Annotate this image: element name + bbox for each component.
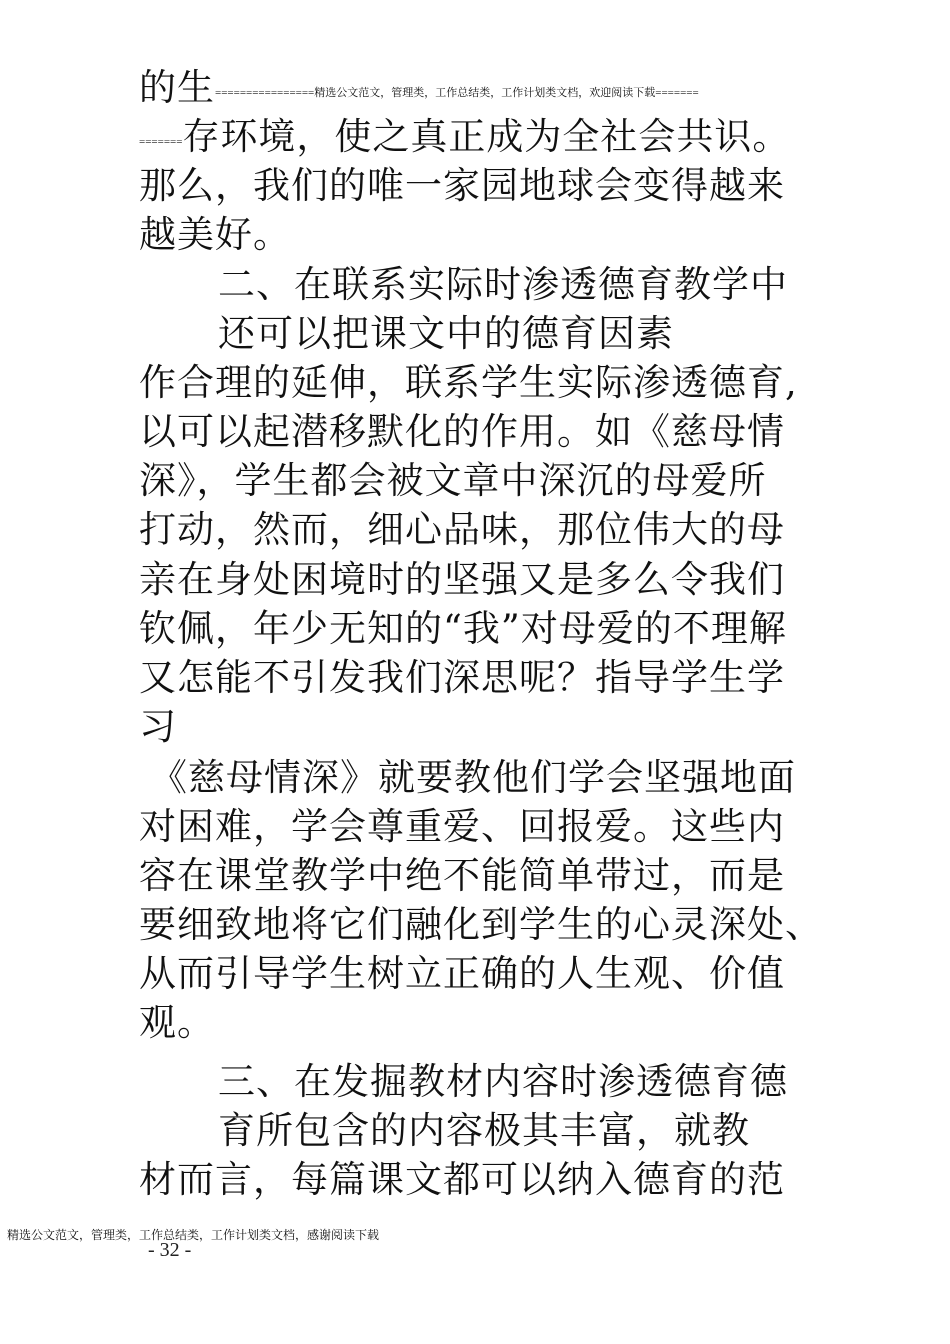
text-line-3: 那么，我们的唯一家园地球会变得越来 — [139, 164, 785, 207]
section-heading-2: 二、在联系实际时渗透德育教学中 — [218, 263, 788, 306]
text-line-16: 对困难，学会尊重爱、回报爱。这些内 — [139, 805, 785, 848]
page-number: - 32 - — [148, 1239, 192, 1261]
footer-watermark: 精选公文范文，管理类，工作总结类，工作计划类文档，感谢阅读下载 — [7, 1228, 380, 1242]
text-line-10: 打动，然而，细心品味，那位伟大的母 — [139, 508, 785, 551]
text-line-12: 钦佩，年少无知的“我”对母爱的不理解 — [139, 607, 787, 650]
text-line-11: 亲在身处困境时的坚强又是多么令我们 — [139, 558, 785, 601]
text-line-13: 又怎能不引发我们深思呢？指导学生学 — [139, 656, 785, 699]
inline-watermark-continued: ======= — [139, 136, 183, 148]
text-line-9: 深》，学生都会被文章中深沉的母爱所 — [139, 459, 767, 502]
text-line-2 — [139, 117, 790, 162]
section-heading-3: 三、在发掘教材内容时渗透德育德 — [218, 1060, 788, 1103]
inline-watermark: ================精选公文范文，管理类，工作总结类，工作计划类文档，欢迎阅读下载======= — [215, 87, 699, 99]
text-line-1 — [139, 68, 699, 113]
text-line-8: 以可以起潜移默化的作用。如《慈母情 — [139, 410, 785, 453]
text-line-19: 从而引导学生树立正确的人生观、价值 — [139, 952, 785, 995]
text-line-15: 《慈母情深》就要教他们学会坚强地面 — [150, 756, 796, 799]
text-line-22: 育所包含的内容极其丰富，就教 — [218, 1109, 750, 1152]
text-line-18: 要细致地将它们融化到学生的心灵深处、 — [139, 903, 823, 946]
text-line-23: 材而言，每篇课文都可以纳入德育的范 — [139, 1158, 785, 1201]
text-line-17: 容在课堂教学中绝不能简单带过，而是 — [139, 854, 785, 897]
text-fragment: 存环境，使之真正成为全社会共识。 — [182, 115, 791, 158]
text-line-4: 越美好。 — [139, 213, 291, 256]
text-line-6: 还可以把课文中的德育因素 — [218, 312, 674, 355]
text-fragment: 的生 — [139, 66, 215, 109]
text-line-14: 习 — [139, 705, 177, 748]
text-line-7: 作合理的延伸，联系学生实际渗透德育, — [139, 361, 798, 404]
text-line-20: 观。 — [139, 1001, 215, 1044]
